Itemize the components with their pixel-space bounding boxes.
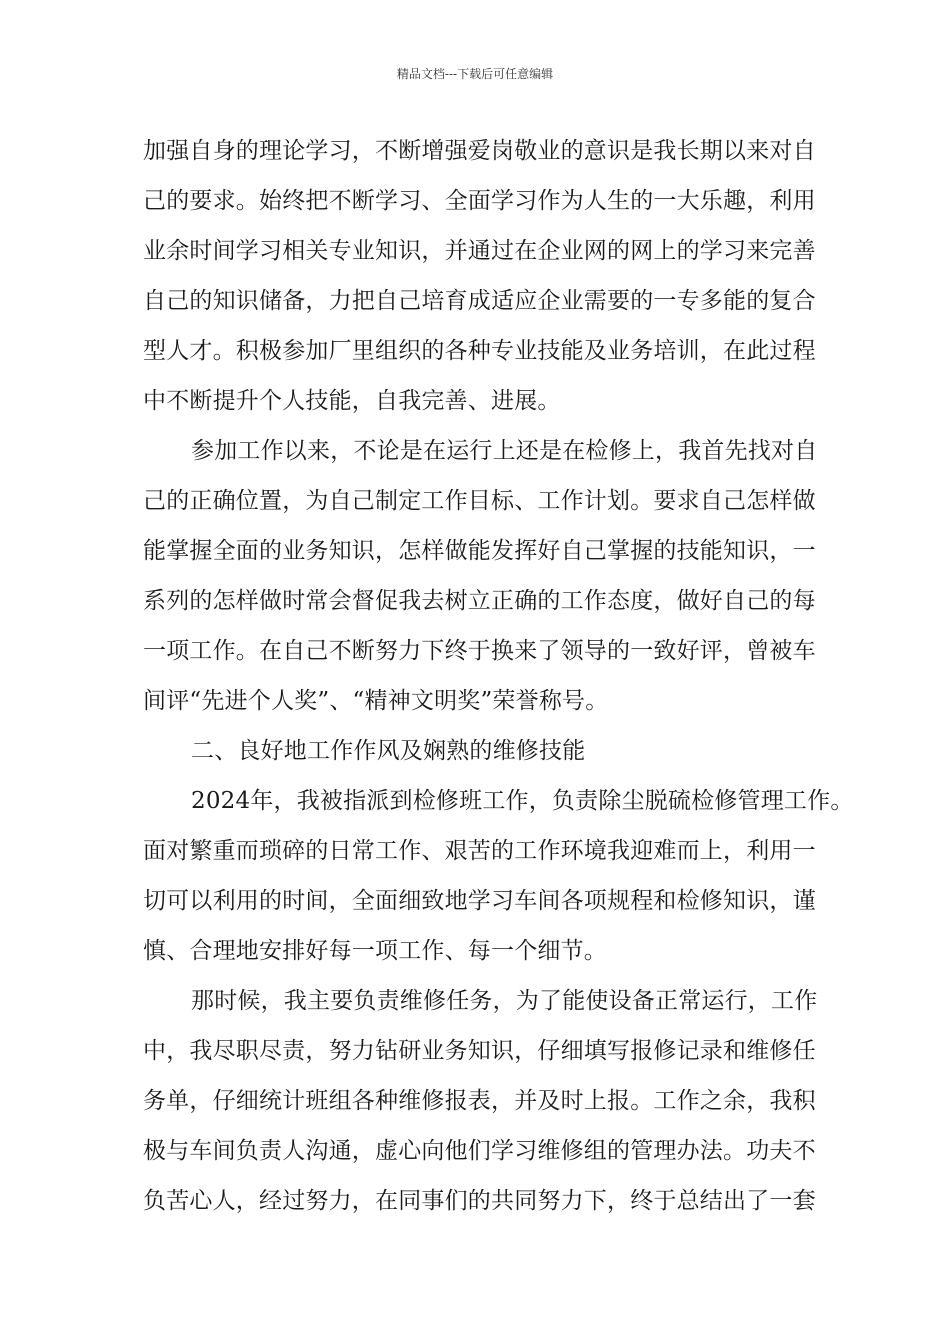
text-line: 己的要求。始终把不断学习、全面学习作为人生的一大乐趣，利用 bbox=[143, 188, 816, 214]
section-heading: 二、良好地工作作风及娴熟的维修技能 bbox=[191, 738, 586, 764]
page-header: 精品文档---下载后可任意编辑 bbox=[396, 67, 554, 81]
paragraph-start-line: 2024年，我被指派到检修班工作，负责除尘脱硫检修管理工作。 bbox=[191, 788, 854, 814]
text-line: 己的正确位置，为自己制定工作目标、工作计划。要求自己怎样做 bbox=[143, 488, 816, 514]
text-line: 中，我尽职尽责，努力钻研业务知识，仔细填写报修记录和维修任 bbox=[143, 1038, 816, 1064]
text-line: 切可以利用的时间，全面细致地学习车间各项规程和检修知识，谨 bbox=[143, 888, 816, 914]
text-line: 中不断提升个人技能，自我完善、进展。 bbox=[143, 388, 561, 414]
text-line: 务单，仔细统计班组各种维修报表，并及时上报。工作之余，我积 bbox=[143, 1088, 816, 1114]
text-line: 能掌握全面的业务知识，怎样做能发挥好自己掌握的技能知识，一 bbox=[143, 538, 816, 564]
text-line: 极与车间负责人沟通，虚心向他们学习维修组的管理办法。功夫不 bbox=[143, 1138, 816, 1164]
text-line: 面对繁重而琐碎的日常工作、艰苦的工作环境我迎难而上，利用一 bbox=[143, 838, 816, 864]
text-line: 加强自身的理论学习，不断增强爱岗敬业的意识是我长期以来对自 bbox=[143, 138, 816, 164]
text-line: 自己的知识储备，力把自己培育成适应企业需要的一专多能的复合 bbox=[143, 288, 816, 314]
text-line: 间评“先进个人奖”、“精神文明奖”荣誉称号。 bbox=[143, 688, 609, 714]
text-line: 慎、合理地安排好每一项工作、每一个细节。 bbox=[143, 938, 607, 964]
text-line: 业余时间学习相关专业知识，并通过在企业网的网上的学习来完善 bbox=[143, 238, 816, 264]
paragraph-start-line: 那时候，我主要负责维修任务，为了能使设备正常运行，工作 bbox=[191, 988, 818, 1014]
document-body bbox=[143, 126, 854, 1226]
text-line: 一项工作。在自己不断努力下终于换来了领导的一致好评，曾被车 bbox=[143, 638, 816, 664]
text-line: 负苦心人，经过努力，在同事们的共同努力下，终于总结出了一套 bbox=[143, 1188, 816, 1214]
paragraph-start-line: 参加工作以来，不论是在运行上还是在检修上，我首先找对自 bbox=[191, 438, 818, 464]
text-line: 型人才。积极参加厂里组织的各种专业技能及业务培训，在此过程 bbox=[143, 338, 816, 364]
text-line: 系列的怎样做时常会督促我去树立正确的工作态度，做好自己的每 bbox=[143, 588, 816, 614]
